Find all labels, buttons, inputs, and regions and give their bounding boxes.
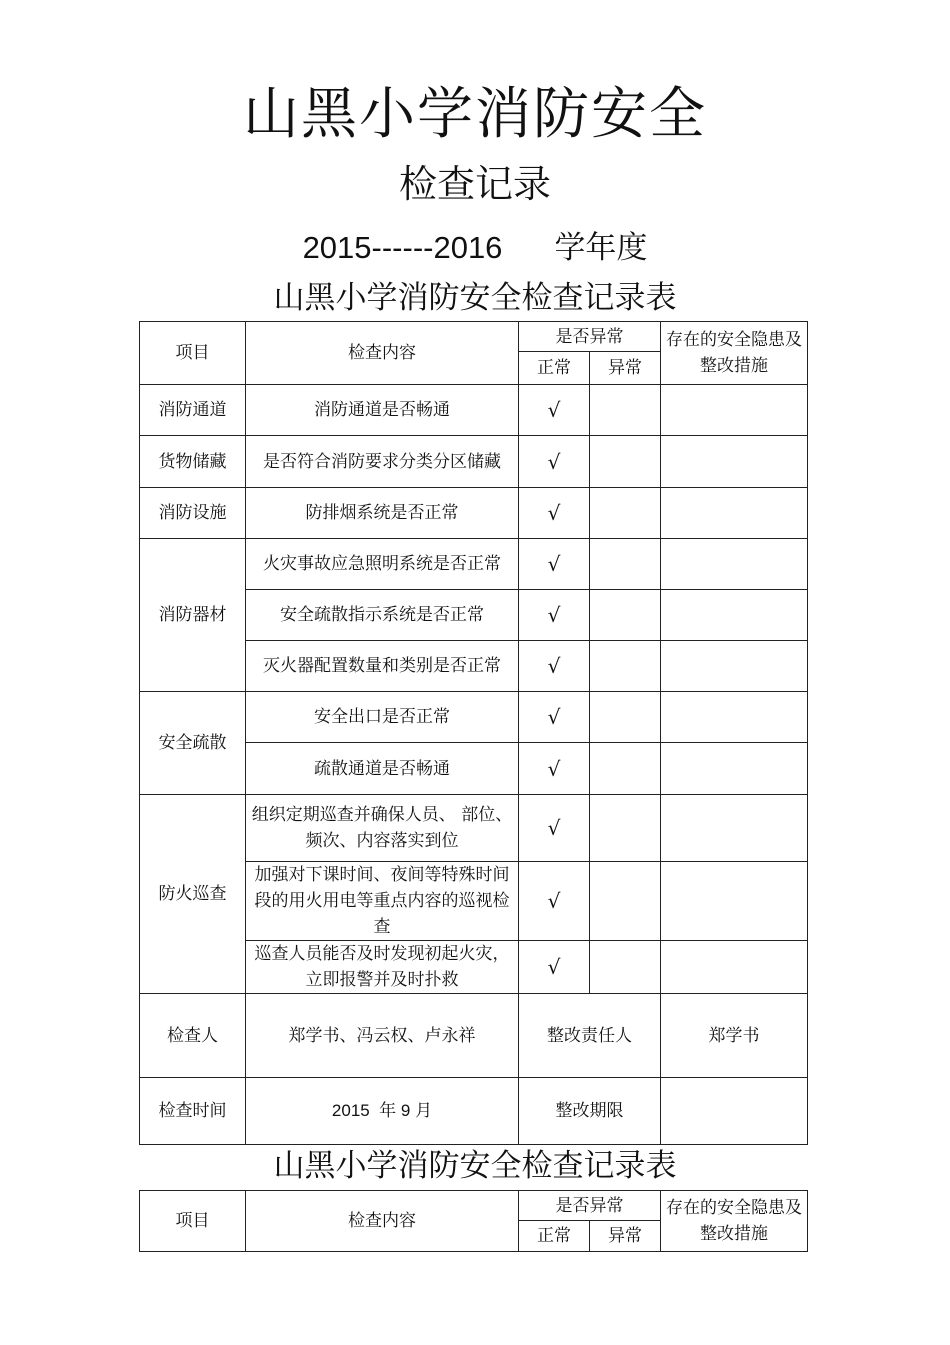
deadline-label: 整改期限 <box>519 1078 661 1145</box>
hazard-cell <box>661 795 808 862</box>
normal-check-mark: √ <box>519 590 590 641</box>
hazard-cell <box>661 436 808 488</box>
year-suffix: 学年度 <box>554 230 648 266</box>
inspector-label: 检查人 <box>140 994 246 1078</box>
header-abnormal: 异常 <box>590 352 661 385</box>
table-row <box>140 692 808 743</box>
sub-title: 检查记录 <box>398 162 551 206</box>
row-content: 疏散通道是否畅通 <box>246 743 519 795</box>
header-hazard: 存在的安全隐患及整改措施 <box>661 1191 808 1252</box>
hazard-cell <box>661 488 808 539</box>
main-title: 山黑小学消防安全 <box>243 82 707 147</box>
table-row <box>140 436 808 488</box>
normal-check-mark: √ <box>519 385 590 436</box>
table-row <box>140 385 808 436</box>
abnormal-cell <box>590 539 661 590</box>
header-hazard: 存在的安全隐患及整改措施 <box>661 322 808 385</box>
hazard-cell <box>661 743 808 795</box>
inspector-row <box>140 994 808 1078</box>
abnormal-cell <box>590 641 661 692</box>
time-row <box>140 1078 808 1145</box>
table-title: 山黑小学消防安全检查记录表 <box>273 280 677 316</box>
hazard-cell <box>661 590 808 641</box>
rectify-person: 郑学书 <box>661 994 808 1078</box>
time-label: 检查时间 <box>140 1078 246 1145</box>
row-category: 安全疏散 <box>140 692 246 795</box>
header-abnormal: 异常 <box>590 1221 661 1252</box>
row-content: 是否符合消防要求分类分区储藏 <box>246 436 519 488</box>
hazard-cell <box>661 385 808 436</box>
row-category: 防火巡查 <box>140 795 246 994</box>
header-normal: 正常 <box>519 352 590 385</box>
hazard-cell <box>661 941 808 994</box>
header-item: 项目 <box>140 322 246 385</box>
abnormal-cell <box>590 941 661 994</box>
hazard-cell <box>661 692 808 743</box>
hazard-cell <box>661 539 808 590</box>
row-category: 消防器材 <box>140 539 246 692</box>
row-content: 安全出口是否正常 <box>246 692 519 743</box>
inspection-table <box>139 321 808 1145</box>
row-content: 巡查人员能否及时发现初起火灾，立即报警并及时扑救 <box>246 941 519 994</box>
hazard-cell <box>661 641 808 692</box>
abnormal-cell <box>590 488 661 539</box>
abnormal-cell <box>590 862 661 941</box>
table-row <box>140 795 808 862</box>
header-content: 检查内容 <box>246 322 519 385</box>
rectify-label: 整改责任人 <box>519 994 661 1078</box>
row-content: 消防通道是否畅通 <box>246 385 519 436</box>
normal-check-mark: √ <box>519 941 590 994</box>
row-content: 安全疏散指示系统是否正常 <box>246 590 519 641</box>
header-status: 是否异常 <box>519 322 661 352</box>
time-value: 2015 年 9 月 <box>246 1078 519 1145</box>
inspection-table-2 <box>139 1190 808 1252</box>
inspector-names: 郑学书、冯云权、卢永祥 <box>246 994 519 1078</box>
normal-check-mark: √ <box>519 795 590 862</box>
normal-check-mark: √ <box>519 436 590 488</box>
normal-check-mark: √ <box>519 488 590 539</box>
normal-check-mark: √ <box>519 743 590 795</box>
header-item: 项目 <box>140 1191 246 1252</box>
row-content: 防排烟系统是否正常 <box>246 488 519 539</box>
table-title-2: 山黑小学消防安全检查记录表 <box>273 1148 677 1184</box>
table-row <box>140 539 808 590</box>
row-content: 加强对下课时间、夜间等特殊时间段的用火用电等重点内容的巡视检查 <box>246 862 519 941</box>
year-range: 2015------2016 <box>302 230 503 265</box>
abnormal-cell <box>590 795 661 862</box>
row-category: 消防通道 <box>140 385 246 436</box>
normal-check-mark: √ <box>519 539 590 590</box>
row-content: 灭火器配置数量和类别是否正常 <box>246 641 519 692</box>
row-content: 火灾事故应急照明系统是否正常 <box>246 539 519 590</box>
abnormal-cell <box>590 385 661 436</box>
normal-check-mark: √ <box>519 862 590 941</box>
normal-check-mark: √ <box>519 641 590 692</box>
header-normal: 正常 <box>519 1221 590 1252</box>
row-category: 消防设施 <box>140 488 246 539</box>
header-content: 检查内容 <box>246 1191 519 1252</box>
row-category: 货物储藏 <box>140 436 246 488</box>
abnormal-cell <box>590 436 661 488</box>
normal-check-mark: √ <box>519 692 590 743</box>
academic-year <box>0 228 950 268</box>
abnormal-cell <box>590 692 661 743</box>
header-status: 是否异常 <box>519 1191 661 1221</box>
hazard-cell <box>661 862 808 941</box>
table-row <box>140 488 808 539</box>
row-content: 组织定期巡查并确保人员、 部位、频次、内容落实到位 <box>246 795 519 862</box>
abnormal-cell <box>590 743 661 795</box>
abnormal-cell <box>590 590 661 641</box>
deadline-value <box>661 1078 808 1145</box>
